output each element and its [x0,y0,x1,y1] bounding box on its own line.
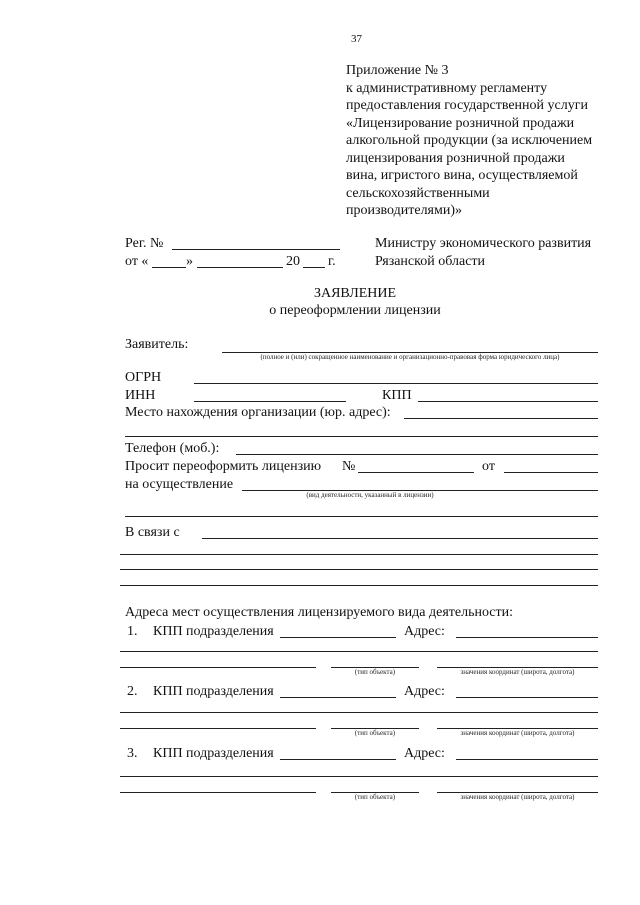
phone-label: Телефон (моб.): [125,441,220,456]
date-month-field[interactable] [197,267,283,268]
reg-number-field[interactable] [172,249,340,250]
subdivision-object-hint: (тип объекта) [354,729,396,737]
subdivision-kpp-label: КПП подразделения [153,746,274,761]
location-label: Место нахождения организации (юр. адрес): [125,405,391,420]
appendix-line: алкогольной продукции (за исключением [346,133,593,148]
subdivision-coords-hint: значения координат (широта, долгота) [460,668,575,676]
subdivision-kpp-field[interactable] [280,759,396,760]
reason-field-line3[interactable] [120,569,598,570]
appendix-line: Приложение № 3 [346,63,449,78]
subdivision-address-line2[interactable] [120,712,598,713]
subdivision-object-hint: (тип объекта) [354,793,396,801]
license-number-sign: № [342,459,356,474]
kpp-field[interactable] [418,401,598,402]
subdivision-kpp-label: КПП подразделения [153,684,274,699]
kpp-label: КПП [382,388,412,403]
subdivision-address-line2[interactable] [120,776,598,777]
appendix-line: производителями)» [346,203,463,218]
subdivision-address-field[interactable] [456,697,598,698]
subdivision-kpp-field[interactable] [280,637,396,638]
date-prefix: от « [125,254,149,269]
subdivision-address-label: Адрес: [404,746,445,761]
subdivision-address-label: Адрес: [404,684,445,699]
appendix-line: предоставления государственной услуги [346,98,588,113]
subdivision-number: 2. [127,684,138,699]
addresses-label: Адреса мест осуществления лицензируемого вида деятельности: [125,605,514,620]
subdivision-number: 1. [127,624,138,639]
subdivision-kpp-field[interactable] [280,697,396,698]
document-subtitle: о переоформлении лицензии [269,303,441,318]
subdivision-extra-field[interactable] [120,667,316,668]
license-from-label: от [482,459,495,474]
reason-field-line2[interactable] [120,554,598,555]
subdivision-kpp-label: КПП подразделения [153,624,274,639]
reason-label: В связи с [125,525,180,540]
activity-field-line2[interactable] [125,516,598,517]
location-field[interactable] [404,418,598,419]
appendix-line: к административному регламенту [346,80,548,96]
year-suffix: г. [328,254,336,269]
inn-label: ИНН [125,388,156,403]
appendix-line: вина, игристого вина, осуществляемой [346,168,578,183]
phone-field[interactable] [236,454,598,455]
license-date-field[interactable] [504,472,598,473]
applicant-label: Заявитель: [125,337,189,352]
subdivision-number: 3. [127,746,138,761]
appendix-line: «Лицензирование розничной продажи [346,115,575,131]
addressee-line1: Министру экономического развития [375,236,592,251]
subdivision-extra-field[interactable] [120,792,316,793]
ogrn-label: ОГРН [125,370,162,385]
ogrn-field[interactable] [194,383,598,384]
subdivision-extra-field[interactable] [120,728,316,729]
subdivision-object-hint: (тип объекта) [354,668,396,676]
reason-field-line4[interactable] [120,585,598,586]
date-year-field[interactable] [303,267,325,268]
location-field-line2[interactable] [125,436,598,437]
license-number-field[interactable] [358,472,474,473]
activity-hint: (вид деятельности, указанный в лицензии) [306,491,434,499]
appendix-line: сельскохозяйственными [346,185,490,201]
document-title: ЗАЯВЛЕНИЕ [313,286,397,301]
page-number: 37 [351,33,362,45]
subdivision-address-line2[interactable] [120,651,598,652]
subdivision-coords-hint: значения координат (широта, долгота) [460,793,575,801]
subdivision-address-field[interactable] [456,637,598,638]
subdivision-address-field[interactable] [456,759,598,760]
reason-field[interactable] [202,538,598,539]
appendix-block [346,62,592,220]
subdivision-address-label: Адрес: [404,624,445,639]
applicant-hint: (полное и (или) сокращенное наименование и организационно-правовая форма юридического лица) [260,353,560,361]
year-prefix: 20 [286,254,300,269]
reissue-label: Просит переоформить лицензию [125,459,322,474]
inn-field[interactable] [194,401,346,402]
reg-label: Рег. № [125,236,164,251]
subdivision-coords-hint: значения координат (широта, долгота) [460,729,575,737]
addressee-line2: Рязанской области [375,254,486,269]
appendix-line: лицензирования розничной продажи [346,150,565,166]
activity-label: на осуществление [125,477,234,492]
date-day-field[interactable] [152,267,186,268]
date-mid: » [186,254,193,269]
